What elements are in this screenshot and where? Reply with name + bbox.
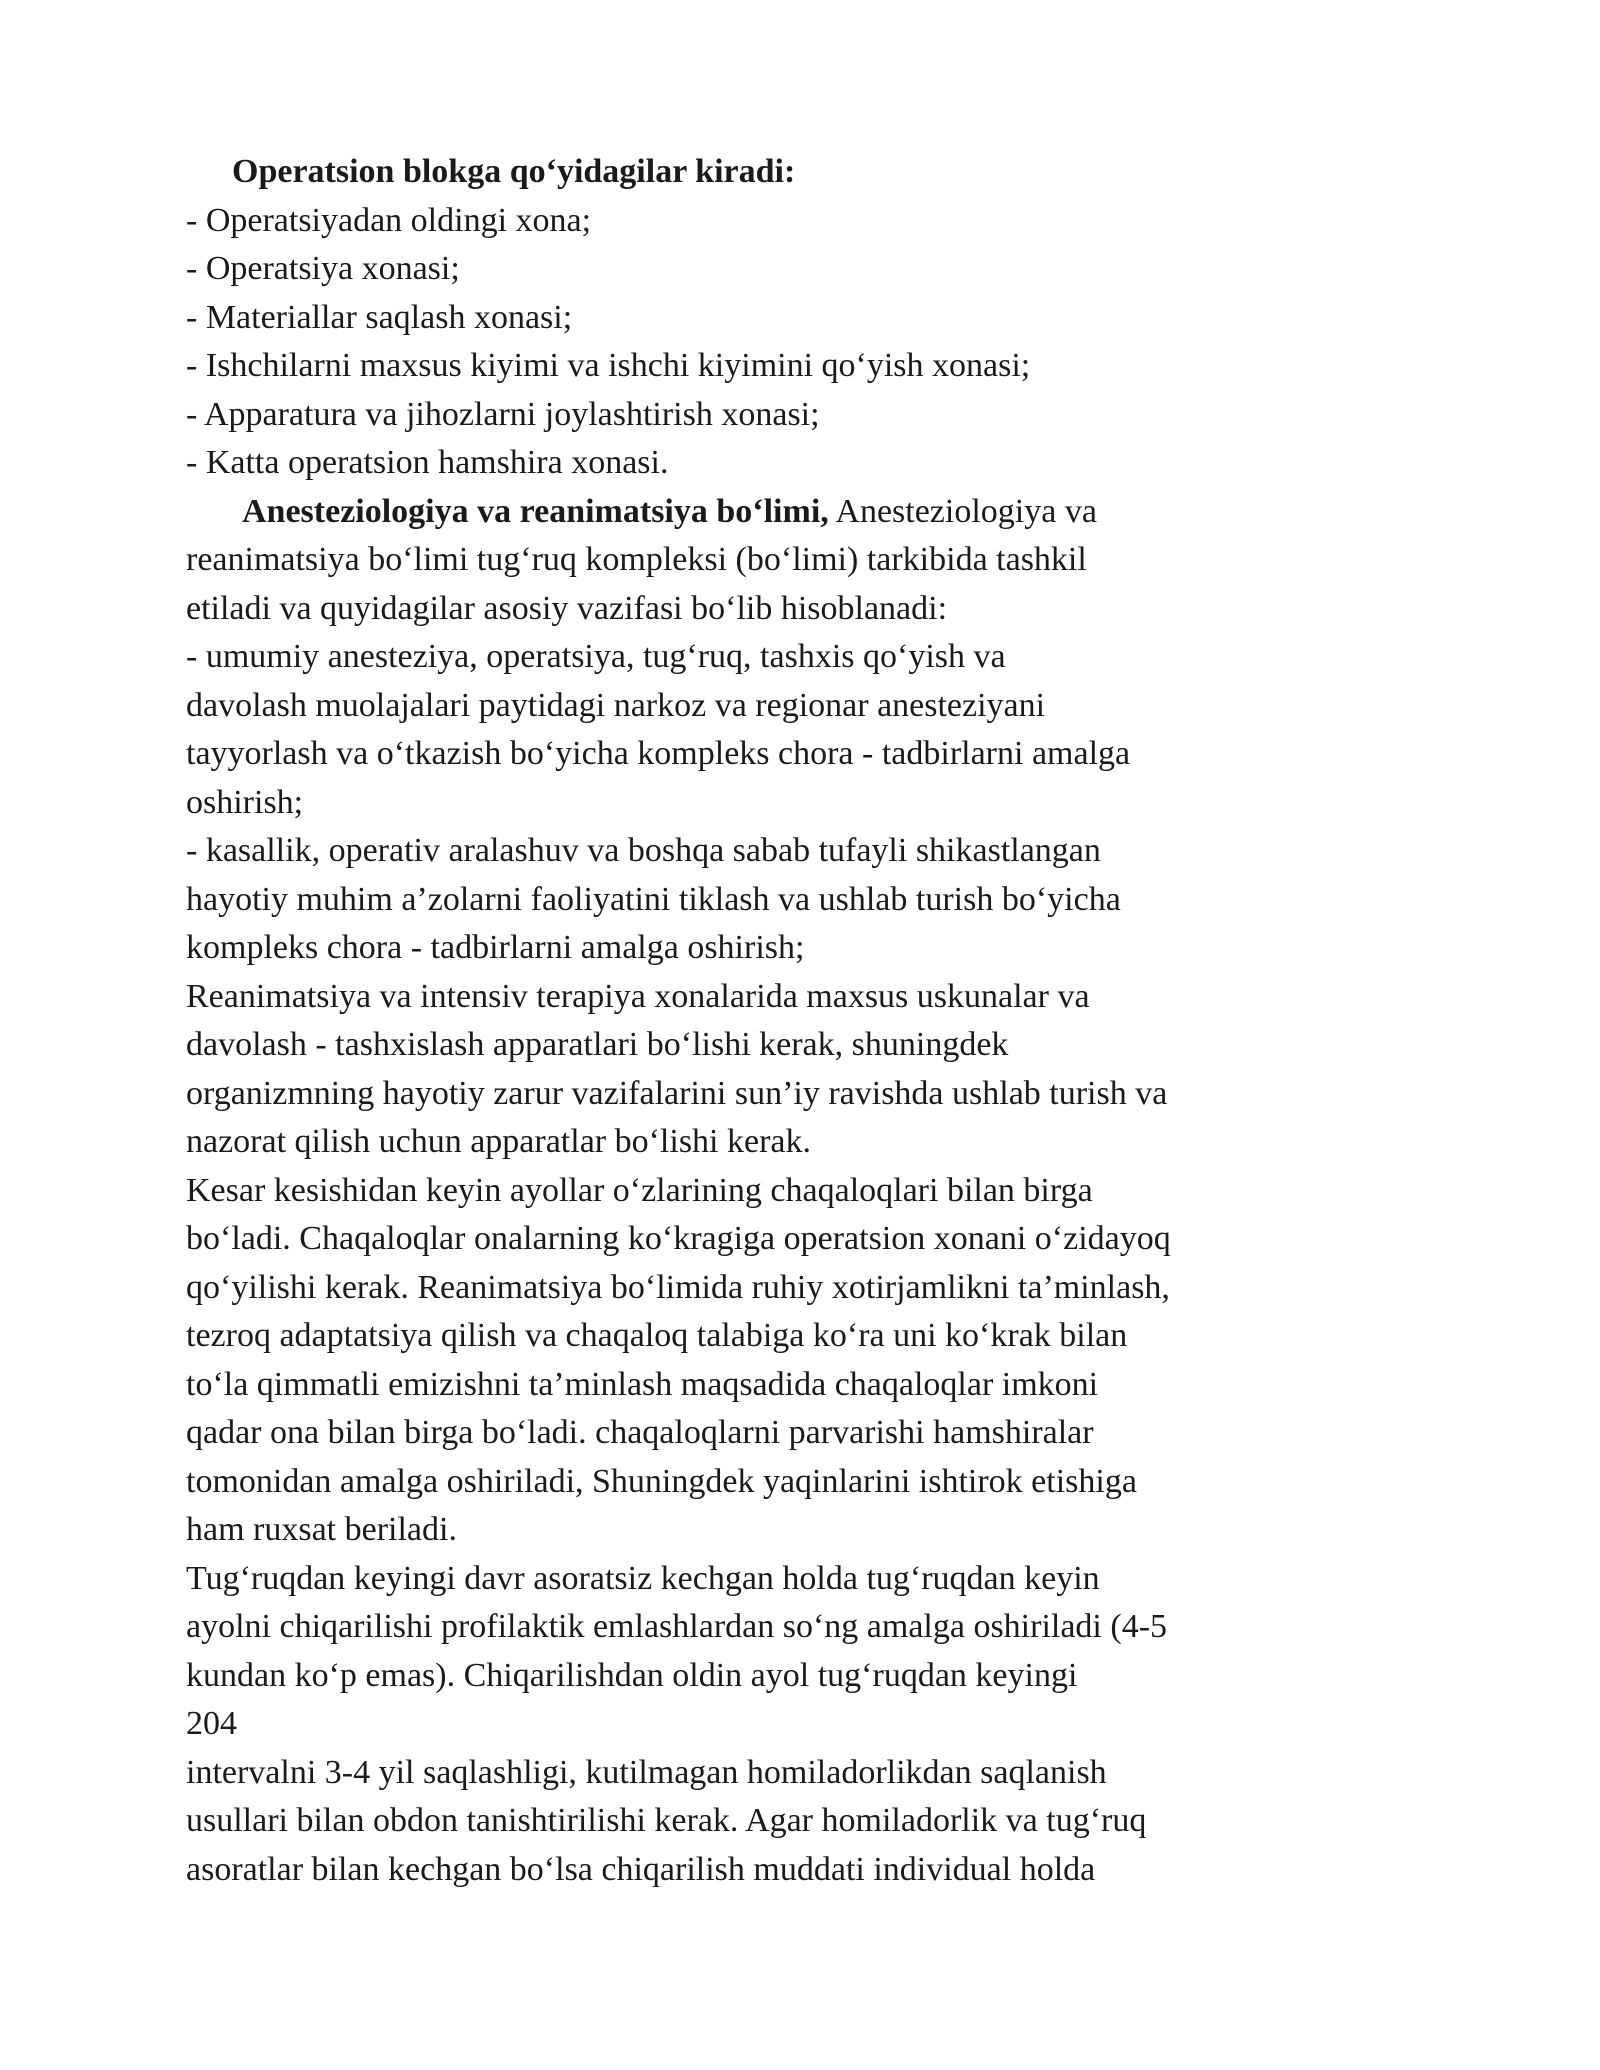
list-item: - Operatsiya xonasi; <box>186 250 460 287</box>
paragraph-line: usullari bilan obdon tanishtirilishi kerak. Agar homiladorlik va tug‘ruq <box>186 1802 1147 1839</box>
paragraph-line: davolash - tashxislash apparatlari bo‘lishi kerak, shuningdek <box>186 1026 1009 1063</box>
paragraph-line: hayotiy muhim a’zolarni faoliyatini tiklash va ushlab turish bo‘yicha <box>186 880 1121 918</box>
paragraph-text: Anesteziologiya va <box>828 492 1097 530</box>
paragraph-line: reanimatsiya bo‘limi tug‘ruq kompleksi (bo‘limi) tarkibida tashkil <box>186 541 1087 578</box>
paragraph-line: tayyorlash va o‘tkazish bo‘yicha kompleks chora - tadbirlarni amalga <box>186 735 1131 772</box>
paragraph-line: organizmning hayotiy zarur vazifalarini sun’iy ravishda ushlab turish va <box>186 1074 1168 1112</box>
paragraph-line: Reanimatsiya va intensiv terapiya xonalarida maxsus uskunalar va <box>186 977 1090 1015</box>
paragraph-line: tezroq adaptatsiya qilish va chaqaloq talabiga ko‘ra uni ko‘krak bilan <box>186 1317 1128 1354</box>
paragraph-line: - umumiy anesteziya, operatsiya, tug‘ruq, tashxis qo‘yish va <box>186 638 1006 675</box>
section-heading-operatsion: Operatsion blokga qo‘yidagilar kiradi: <box>232 153 796 190</box>
paragraph-line: davolash muolajalari paytidagi narkoz va regionar anesteziyani <box>186 686 1046 724</box>
section-heading-anesteziologiya: Anesteziologiya va reanimatsiya bo‘limi, <box>242 492 829 530</box>
paragraph-line: Tug‘ruqdan keyingi davr asoratsiz kechgan holda tug‘ruqdan keyin <box>186 1559 1100 1597</box>
paragraph-line: qadar ona bilan birga bo‘ladi. chaqaloqlarni parvarishi hamshiralar <box>186 1414 1094 1451</box>
list-item: - Katta operatsion hamshira xonasi. <box>186 444 669 481</box>
paragraph-line: to‘la qimmatli emizishni ta’minlash maqsadida chaqaloqlar imkoni <box>186 1365 1099 1403</box>
paragraph-line: qo‘yilishi kerak. Reanimatsiya bo‘limida ruhiy xotirjamlikni ta’minlash, <box>186 1268 1170 1306</box>
document-page <box>186 148 1286 1894</box>
list-item: - Operatsiyadan oldingi xona; <box>186 201 592 239</box>
paragraph-line: kompleks chora - tadbirlarni amalga oshirish; <box>186 929 805 966</box>
paragraph-line <box>186 488 1286 537</box>
paragraph-line: - kasallik, operativ aralashuv va boshqa sabab tufayli shikastlangan <box>186 832 1101 869</box>
paragraph-line: tomonidan amalga oshiriladi, Shuningdek yaqinlarini ishtirok etishiga <box>186 1462 1137 1500</box>
list-item: - Ishchilarni maxsus kiyimi va ishchi kiyimini qo‘yish xonasi; <box>186 347 1031 384</box>
list-item: - Materiallar saqlash xonasi; <box>186 298 573 336</box>
paragraph-line: asoratlar bilan kechgan bo‘lsa chiqarilish muddati individual holda <box>186 1850 1096 1888</box>
page-number: 204 <box>186 1705 237 1742</box>
paragraph-line: oshirish; <box>186 783 304 821</box>
list-item: - Apparatura va jihozlarni joylashtirish xonasi; <box>186 395 820 433</box>
paragraph-line: nazorat qilish uchun apparatlar bo‘lishi kerak. <box>186 1123 811 1160</box>
paragraph-line: etiladi va quyidagilar asosiy vazifasi bo‘lib hisoblanadi: <box>186 589 948 627</box>
paragraph-line: bo‘ladi. Chaqaloqlar onalarning ko‘kragiga operatsion xonani o‘zidayoq <box>186 1220 1171 1257</box>
paragraph-line: Kesar kesishidan keyin ayollar o‘zlarining chaqaloqlari bilan birga <box>186 1171 1093 1209</box>
paragraph-line: kundan ko‘p emas). Chiqarilishdan oldin ayol tug‘ruqdan keyingi <box>186 1656 1078 1694</box>
paragraph-line: intervalni 3-4 yil saqlashligi, kutilmagan homiladorlikdan saqlanish <box>186 1753 1107 1791</box>
paragraph-line: ham ruxsat beriladi. <box>186 1511 457 1548</box>
paragraph-line: ayolni chiqarilishi profilaktik emlashlardan so‘ng amalga oshiriladi (4-5 <box>186 1608 1168 1645</box>
